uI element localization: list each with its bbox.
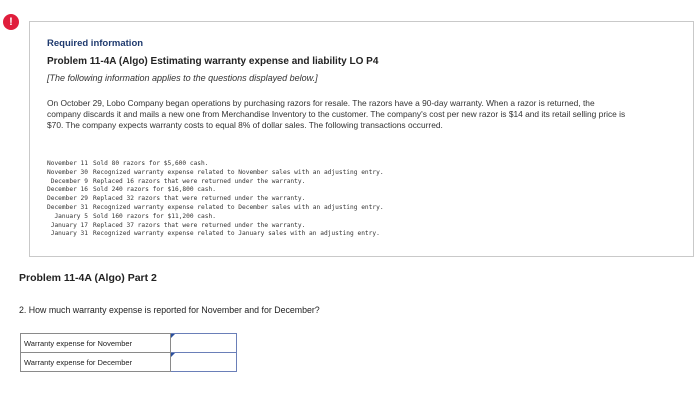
- answer-row-december: [21, 353, 237, 372]
- answer-table: [20, 333, 237, 372]
- transaction-date: January 17: [50, 221, 88, 229]
- transaction-row: [47, 204, 384, 213]
- transaction-text: Sold 240 razors for $16,800 cash.: [92, 186, 216, 194]
- transaction-text: Replaced 16 razors that were returned under the warranty.: [92, 177, 306, 185]
- transaction-date: December 31: [47, 203, 88, 211]
- question-text: 2. How much warranty expense is reported for November and for December?: [19, 305, 320, 315]
- transaction-row: [47, 195, 384, 204]
- transaction-date: December 9: [50, 177, 88, 185]
- transaction-row: [47, 169, 384, 178]
- transaction-date: November 11: [47, 160, 88, 167]
- transaction-row: [47, 160, 384, 169]
- warranty-expense-december-input[interactable]: [171, 354, 236, 372]
- transaction-text: Recognized warranty expense related to November sales with an adjusting entry.: [92, 168, 384, 176]
- transaction-date: December 29: [47, 195, 88, 203]
- answer-cell-november[interactable]: [171, 334, 237, 353]
- transaction-text: Sold 160 razors for $11,200 cash.: [92, 212, 216, 220]
- answer-label-november: Warranty expense for November: [21, 334, 171, 353]
- transaction-row: [47, 178, 384, 187]
- transaction-text: Replaced 37 razors that were returned under the warranty.: [92, 221, 306, 229]
- problem-title: Problem 11-4A (Algo) Estimating warranty expense and liability LO P4: [47, 56, 379, 67]
- transaction-text: Recognized warranty expense related to December sales with an adjusting entry.: [92, 203, 384, 211]
- info-note: [The following information applies to the questions displayed below.]: [47, 73, 318, 83]
- transaction-row: [47, 186, 384, 195]
- warranty-expense-november-input[interactable]: [171, 335, 236, 353]
- answer-row-november: [21, 334, 237, 353]
- transactions-table: [47, 160, 384, 239]
- transaction-date: November 30: [47, 168, 88, 176]
- transaction-date: December 16: [47, 186, 88, 194]
- answer-cell-december[interactable]: [171, 353, 237, 372]
- alert-icon: !: [3, 14, 19, 30]
- transaction-row: [47, 230, 384, 239]
- transaction-date: January 5: [54, 212, 88, 220]
- part-title: Problem 11-4A (Algo) Part 2: [19, 272, 157, 284]
- answer-label-december: Warranty expense for December: [21, 353, 171, 372]
- transaction-row: [47, 213, 384, 222]
- transaction-text: Sold 80 razors for $5,600 cash.: [92, 160, 209, 167]
- transaction-date: January 31: [50, 230, 88, 238]
- transaction-text: Recognized warranty expense related to January sales with an adjusting entry.: [92, 230, 380, 238]
- transaction-text: Replaced 32 razors that were returned under the warranty.: [92, 195, 306, 203]
- problem-description: On October 29, Lobo Company began operations by purchasing razors for resale. The razors have a 90-day warranty. When a razor is returned, the company discards it and mails a new one from Merchandise Inventory to the customer. The company's cost per new razor is $14 and its retail selling price is $70. The company expects warranty costs to equal 8% of dollar sales. The following transactions occurred.: [47, 98, 626, 130]
- required-information-box: [29, 21, 694, 257]
- required-information-heading: Required information: [47, 38, 144, 49]
- transaction-row: [47, 222, 384, 231]
